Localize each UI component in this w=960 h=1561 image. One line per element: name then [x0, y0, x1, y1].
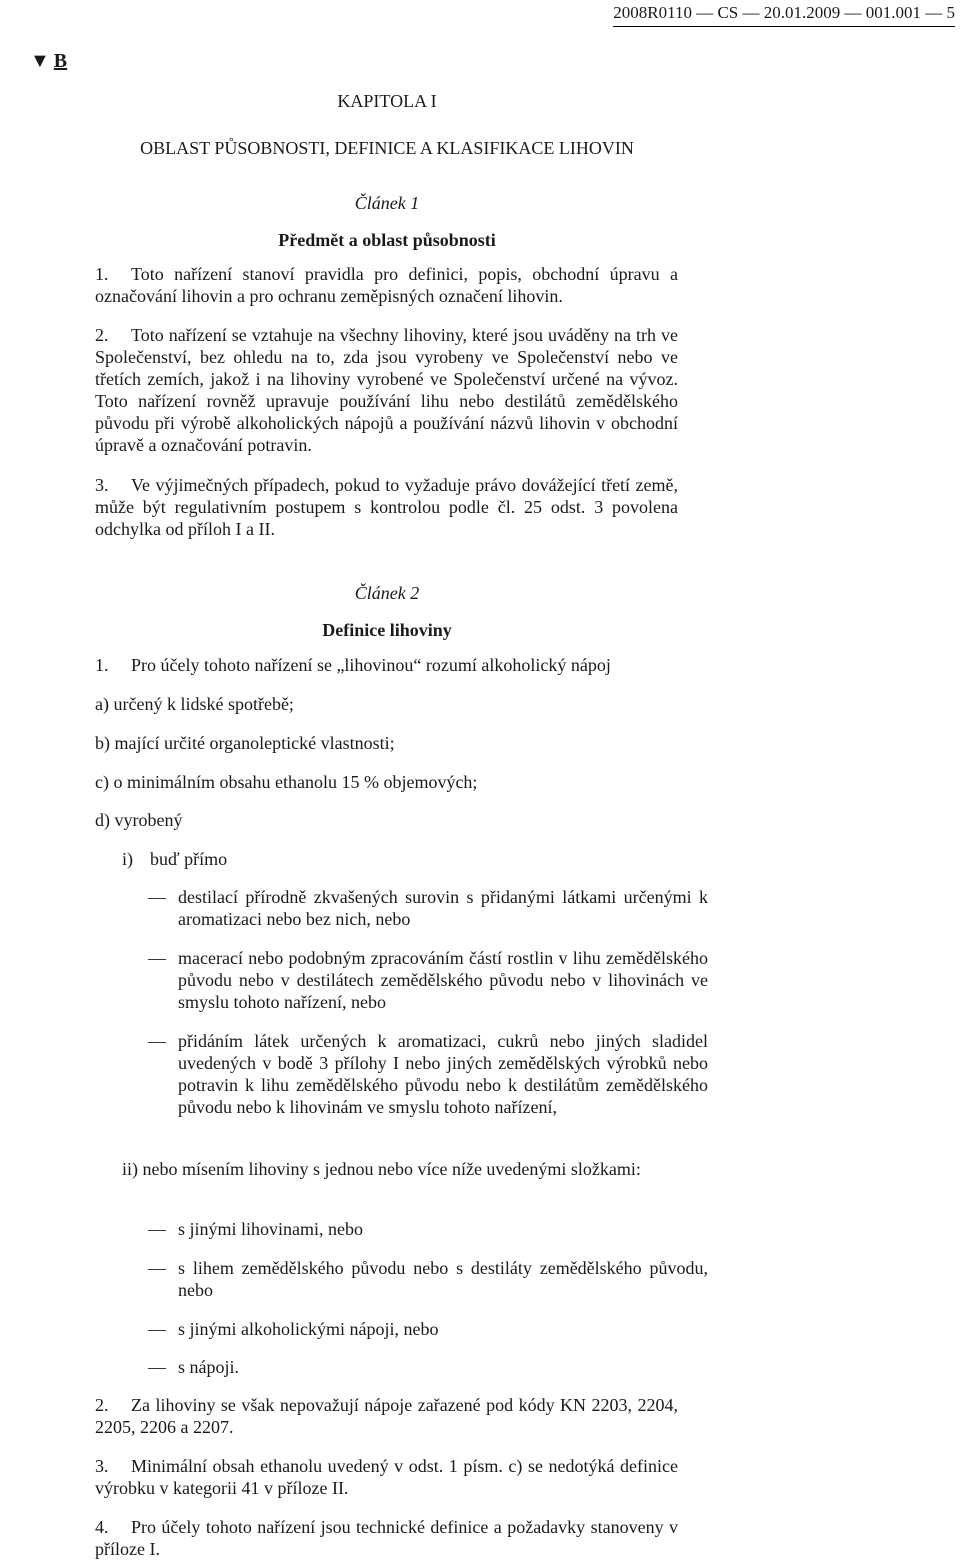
dash-item: — s lihem zemědělského původu nebo s destiláty zemědělského původu, nebo — [148, 1258, 708, 1300]
dash-mark: — — [148, 1219, 166, 1239]
chapter-label: KAPITOLA I — [337, 91, 437, 111]
article-1-paragraph-3: 3. Ve výjimečných případech, pokud to vyžaduje právo dovážející třetí země, může být regulativním postupem s kontrolou podle čl. 25 odst. 3 povolena odchylka od příloh I a II. — [95, 475, 678, 539]
dash-item: — s jinými lihovinami, nebo — [148, 1219, 363, 1239]
dash-mark: — — [148, 948, 166, 968]
article-2-label: Článek 2 — [354, 583, 420, 603]
dash-mark: — — [148, 1319, 166, 1339]
sub-item-ii: ii) nebo mísením lihoviny s jednou nebo více níže uvedenými složkami: — [122, 1159, 641, 1179]
dash-item: — s jinými alkoholickými nápoji, nebo — [148, 1319, 439, 1339]
list-item-c: c) o minimálním obsahu ethanolu 15 % objemových; — [95, 772, 478, 792]
dash-item: — přidáním látek určených k aromatizaci, cukrů nebo jiných sladidel uvedených v bodě 3 přílohy I nebo jiných zemědělských výrobků nebo potravin k lihu zemědělského původu nebo k destilátům zemědělského původu nebo k lihovinám ve smyslu tohoto nařízení, — [148, 1031, 708, 1117]
article-1-label: Článek 1 — [354, 193, 420, 213]
list-item-a: a) určený k lidské spotřebě; — [95, 694, 294, 714]
article-2-paragraph-3: 3. Minimální obsah ethanolu uvedený v odst. 1 písm. c) se nedotýká definice výrobku v kategorii 41 v příloze II. — [95, 1456, 678, 1498]
triangle-down-icon: ▼ — [30, 50, 50, 72]
dash-item: — macerací nebo podobným zpracováním částí rostlin v lihu zemědělského původu nebo v destilátech zemědělského původu nebo v lihovinách ve smyslu tohoto nařízení, nebo — [148, 948, 708, 1012]
dash-mark: — — [148, 1258, 166, 1278]
article-2-paragraph-1: 1. Pro účely tohoto nařízení se „lihovinou“ rozumí alkoholický nápoj — [95, 655, 611, 675]
article-1-title: Předmět a oblast působnosti — [278, 230, 496, 250]
article-1-paragraph-1: 1. Toto nařízení stanoví pravidla pro definici, popis, obchodní úpravu a označování lihovin a pro ochranu zeměpisných označení lihovin. — [95, 264, 678, 306]
article-2-paragraph-4: 4. Pro účely tohoto nařízení jsou technické definice a požadavky stanoveny v příloze I. — [95, 1517, 678, 1559]
dash-mark: — — [148, 887, 166, 907]
dash-mark: — — [148, 1031, 166, 1051]
article-2-paragraph-2: 2. Za lihoviny se však nepovažují nápoje zařazené pod kódy KN 2203, 2204, 2205, 2206 a 2207. — [95, 1395, 678, 1437]
marker-letter-link[interactable]: B — [53, 50, 68, 72]
amendment-marker[interactable] — [30, 50, 67, 72]
article-2-title: Definice lihoviny — [322, 620, 452, 640]
article-1-paragraph-2: 2. Toto nařízení se vztahuje na všechny lihoviny, které jsou uváděny na trh ve Společenství, bez ohledu na to, zda jsou vyrobeny ve Společenství nebo ve třetích zemích, jakož i na lihoviny vyrobené ve Společenství určené na vývoz. Toto nařízení rovněž upravuje používání lihu nebo destilátů zemědělského původu při výrobě alkoholických nápojů a používání názvů lihovin v obchodní úpravě a označování potravin. — [95, 325, 678, 455]
list-item-d: d) vyrobený — [95, 810, 183, 830]
dash-item: — s nápoji. — [148, 1357, 239, 1377]
dash-item: — destilací přírodně zkvašených surovin s přidanými látkami určenými k aromatizaci nebo bez nich, nebo — [148, 887, 708, 929]
list-item-b: b) mající určité organoleptické vlastnosti; — [95, 733, 395, 753]
document-header: 2008R0110 — CS — 20.01.2009 — 001.001 — 5 — [613, 0, 955, 27]
dash-mark: — — [148, 1357, 166, 1377]
sub-item-i: i) buď přímo — [122, 849, 228, 869]
chapter-title: OBLAST PŮSOBNOSTI, DEFINICE A KLASIFIKACE LIHOVIN — [140, 138, 634, 158]
